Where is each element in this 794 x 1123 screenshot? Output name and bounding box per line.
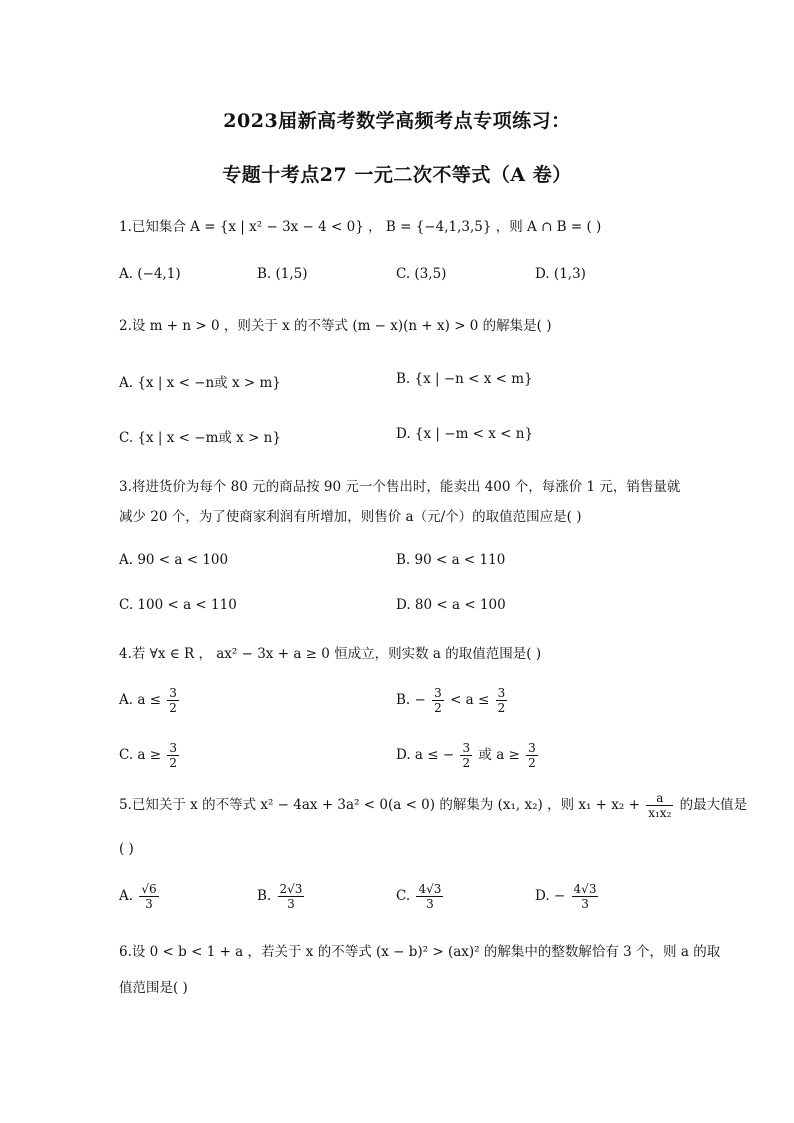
fraction (416, 882, 443, 911)
fraction (572, 882, 599, 911)
question-5-stem-part-1: 5.已知关于 x 的不等式 x² − 4ax + 3a² < 0(a < 0) 的解集为 (x₁, x₂) ，则 x₁ + x₂ + (119, 797, 640, 813)
fraction (278, 882, 305, 911)
question-4-option-b (396, 686, 509, 715)
fraction-denominator: 2 (169, 756, 178, 770)
fraction-numerator: √6 (141, 882, 157, 896)
question-5-option-a (119, 882, 161, 911)
fraction-numerator: a (646, 791, 673, 806)
fraction-numerator: 3 (169, 741, 178, 755)
fraction (460, 741, 472, 770)
question-3-stem-line-2: 减少 20 个，为了使商家利润有所增加，则售价 a（元/个）的取值范围应是( ) (119, 509, 582, 525)
question-4-option-d-prefix: D. a ≤ − (396, 747, 455, 763)
fraction (496, 686, 508, 715)
question-4-option-c (119, 741, 181, 770)
fraction-numerator: 3 (169, 686, 177, 700)
question-4-stem: 4.若 ∀x ∈ R ， ax² − 3x + a ≥ 0 恒成立，则实数 a 的取值范围是( ) (119, 646, 542, 662)
question-3-stem-line-1: 3.将进货价为每个 80 元的商品按 90 元一个售出时，能卖出 400 个，每涨价 1 元，销售量就 (119, 479, 681, 495)
fraction (167, 686, 179, 715)
question-4-option-a-prefix: A. a ≤ (119, 692, 161, 708)
question-4-option-d-middle: 或 a ≥ (478, 747, 520, 763)
document-title: 2023届新高考数学高频考点专项练习： (223, 110, 571, 132)
question-1-option-b: B. (1,5) (257, 266, 308, 282)
question-4-option-c-prefix: C. a ≥ (119, 747, 162, 763)
question-5-option-b (257, 882, 306, 911)
question-6-stem-line-2: 值范围是( ) (119, 980, 188, 996)
question-3-option-a: A. 90 < a < 100 (119, 552, 229, 568)
question-2-stem: 2.设 m + n > 0 ，则关于 x 的不等式 (m − x)(n + x) > 0 的解集是( ) (119, 318, 552, 334)
fraction-denominator: 2 (497, 701, 506, 715)
fraction-numerator: 3 (497, 686, 506, 700)
question-3-option-c: C. 100 < a < 110 (119, 597, 237, 613)
question-4-option-d (396, 741, 540, 770)
question-3-option-d: D. 80 < a < 100 (396, 597, 506, 613)
question-5-option-c (396, 882, 445, 911)
fraction-numerator: 4√3 (418, 882, 442, 896)
question-5-option-b-prefix: B. (257, 888, 272, 904)
fraction-denominator: 3 (581, 897, 589, 911)
fraction (526, 741, 538, 770)
fraction (167, 741, 179, 770)
question-1-option-a: A. (−4,1) (119, 266, 181, 282)
fraction-denominator: x₁x₂ (648, 806, 672, 820)
fraction-numerator: 4√3 (573, 882, 597, 896)
fraction-denominator: 3 (287, 897, 295, 911)
document-subtitle: 专题十考点27 一元二次不等式（A 卷） (222, 164, 572, 186)
question-6-stem-line-1: 6.设 0 < b < 1 + a ，若关于 x 的不等式 (x − b)² > (ax)² 的解集中的整数解恰有 3 个，则 a 的取 (119, 944, 721, 960)
fraction-denominator: 3 (145, 897, 153, 911)
question-4-option-b-prefix: B. − (396, 692, 426, 708)
question-2-option-a: A. {x | x < −n或 x > m} (119, 375, 281, 391)
question-5-option-a-prefix: A. (119, 888, 134, 904)
fraction-numerator: 2√3 (279, 882, 303, 896)
question-1-option-c: C. (3,5) (396, 266, 447, 282)
fraction-denominator: 2 (169, 701, 177, 715)
question-5-stem-line-2: ( ) (119, 841, 134, 857)
question-5-stem-part-2: 的最大值是 (679, 797, 748, 813)
question-5-option-d (535, 882, 600, 911)
fraction (432, 686, 444, 715)
question-1-option-d: D. (1,3) (535, 266, 586, 282)
question-3-option-b: B. 90 < a < 110 (396, 552, 506, 568)
question-1-stem: 1.已知集合 A = {x | x² − 3x − 4 < 0} ， B = {−4,1,3,5} ，则 A ∩ B = ( ) (119, 219, 602, 235)
fraction-denominator: 3 (426, 897, 434, 911)
fraction (139, 882, 158, 911)
question-4-option-b-middle: < a ≤ (450, 692, 490, 708)
question-5-option-c-prefix: C. (396, 888, 411, 904)
question-4-option-a (119, 686, 181, 715)
question-5-option-d-prefix: D. − (535, 888, 566, 904)
fraction-numerator: 3 (434, 686, 442, 700)
fraction (646, 791, 673, 820)
fraction-denominator: 2 (528, 756, 536, 770)
question-2-option-d: D. {x | −m < x < n} (396, 426, 534, 442)
question-2-option-b: B. {x | −n < x < m} (396, 371, 533, 387)
fraction-numerator: 3 (528, 741, 536, 755)
fraction-denominator: 2 (434, 701, 442, 715)
question-5-stem-line-1 (119, 791, 748, 820)
fraction-numerator: 3 (462, 741, 471, 755)
question-2-option-c: C. {x | x < −m或 x > n} (119, 430, 281, 446)
fraction-denominator: 2 (462, 756, 471, 770)
